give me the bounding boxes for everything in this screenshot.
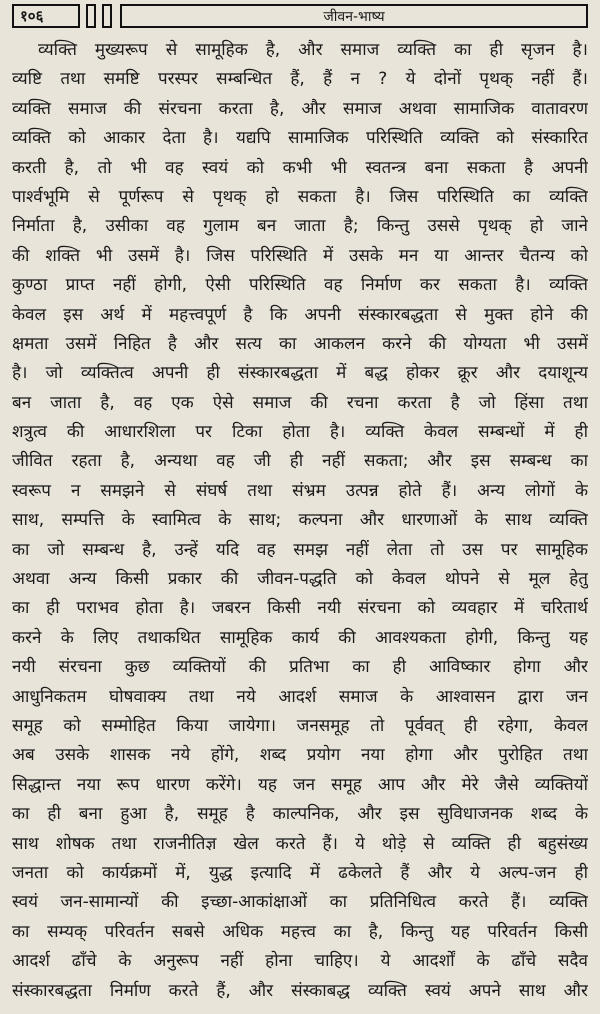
page-number-box xyxy=(12,4,80,28)
text-line: बन जाता है, वह एक ऐसे समाज की रचना करता है जो हिंसा तथा xyxy=(12,392,588,413)
decorative-bar xyxy=(102,4,112,28)
text-line: पार्श्वभूमि से पूर्णरूप से पृथक् हो सकता है। जिस परिस्थिति का व्यक्ति xyxy=(12,186,588,207)
text-line: अब उसके शासक नये होंगे, शब्द प्रयोग नया होगा और पुरोहित तथा xyxy=(12,745,588,766)
text-line: नयी संरचना कुछ व्यक्तियों की प्रतिभा का ही आविष्कार होगा और xyxy=(12,657,588,678)
text-line: व्यक्ति मुख्यरूप से सामूहिक है, और समाज व्यक्ति का ही सृजन है। xyxy=(38,40,588,60)
text-line: क्षमता उसमें निहित है और सत्य का आकलन करने की योग्यता भी उसमें xyxy=(12,333,588,354)
text-line: संस्कारबद्धता निर्माण करते हैं, और संस्काबद्ध व्यक्ति स्वयं अपने साथ और xyxy=(12,980,588,1001)
decorative-bar xyxy=(86,4,96,28)
text-line: व्यक्ति को आकार देता है। यद्यपि सामाजिक परिस्थिति व्यक्ति को संस्कारित xyxy=(12,128,588,149)
text-line: व्यक्ति समाज की संरचना करता है, और समाज अथवा सामाजिक वातावरण xyxy=(12,98,588,119)
text-line: साथ, सम्पत्ति के स्वामित्व के साथ; कल्पना और धारणाओं के साथ व्यक्ति xyxy=(12,510,588,531)
text-line: करने के लिए तथाकथित सामूहिक कार्य की आवश्यकता होगी, किन्तु यह xyxy=(12,627,588,648)
page-header xyxy=(12,4,588,30)
text-line: की शक्ति भी उसमें है। जिस परिस्थिति में उसके मन या आन्तर चैतन्य को xyxy=(12,245,588,266)
page-number: १०६ xyxy=(20,7,44,25)
text-line: जनता को कार्यक्रमों में, युद्ध इत्यादि में ढकेलते हैं और ये अल्प-जन ही xyxy=(12,862,588,883)
text-line: केवल इस अर्थ में महत्त्वपूर्ण है कि अपनी संस्कारबद्धता से मुक्त होने की xyxy=(12,304,588,325)
text-line: का सम्यक् परिवर्तन सबसे अधिक महत्त्व का है, किन्तु यह परिवर्तन किसी xyxy=(12,921,588,942)
text-line: व्यष्टि तथा समष्टि परस्पर सम्बन्धित हैं, हैं न ? ये दोनों पृथक् नहीं हैं। xyxy=(12,69,588,90)
text-line: जीवित रहता है, अन्यथा वह जी ही नहीं सकता; और इस सम्बन्ध का xyxy=(12,451,588,472)
text-line: स्वयं जन-सामान्यों की इच्छा-आकांक्षाओं का प्रतिनिधित्व करते हैं। व्यक्ति xyxy=(12,892,588,913)
text-line: शत्रुत्व की आधारशिला पर टिका होता है। व्यक्ति केवल सम्बन्धों में ही xyxy=(12,422,588,443)
running-title-box xyxy=(120,4,588,28)
text-line: साथ शोषक तथा राजनीतिज्ञ खेल करते हैं। ये थोड़े से व्यक्ति ही बहुसंख्य xyxy=(12,833,588,854)
text-line: आधुनिकतम घोषवाक्य तथा नये आदर्श समाज के आश्वासन द्वारा जन xyxy=(12,686,588,707)
text-line: सिद्धान्त नया रूप धारण करेंगे। यह जन समूह आप और मेरे जैसे व्यक्तियों xyxy=(12,774,588,795)
text-line: का ही पराभव होता है। जबरन किसी नयी संरचना को व्यवहार में चरितार्थ xyxy=(12,598,588,619)
text-line: समूह को सम्मोहित किया जायेगा। जनसमूह तो पूर्ववत् ही रहेगा, केवल xyxy=(12,715,588,736)
text-line: कुण्ठा प्राप्त नहीं होगी, ऐसी परिस्थिति वह निर्माण कर सकता है। व्यक्ति xyxy=(12,275,588,296)
text-line: है। जो व्यक्तित्व अपनी ही संस्कारबद्धता में बद्ध होकर क्रूर और दयाशून्य xyxy=(12,363,588,384)
body-text xyxy=(12,36,588,1006)
text-line: निर्माता है, उसीका वह गुलाम बन जाता है; किन्तु उससे पृथक् हो जाने xyxy=(12,216,588,237)
text-line: का जो सम्बन्ध है, उन्हें यदि वह समझ नहीं लेता तो उस पर सामूहिक xyxy=(12,539,588,560)
running-title: जीवन-भाष्य xyxy=(323,8,385,25)
text-line: करती है, तो भी वह स्वयं को कभी भी स्वतन्त्र बना सकता है अपनी xyxy=(12,157,588,178)
text-line: आदर्श ढाँचे के अनुरूप नहीं होना चाहिए। ये आदर्शों के ढाँचे सदैव xyxy=(12,951,588,972)
text-line: अथवा अन्य किसी प्रकार की जीवन-पद्धति को केवल थोपने से मूल हेतु xyxy=(12,569,588,590)
text-line: स्वरूप न समझने से संघर्ष तथा संभ्रम उत्पन्न होते हैं। अन्य लोगों के xyxy=(12,480,588,501)
text-line: का ही बना हुआ है, समूह है काल्पनिक, और इस सुविधाजनक शब्द के xyxy=(12,804,588,825)
